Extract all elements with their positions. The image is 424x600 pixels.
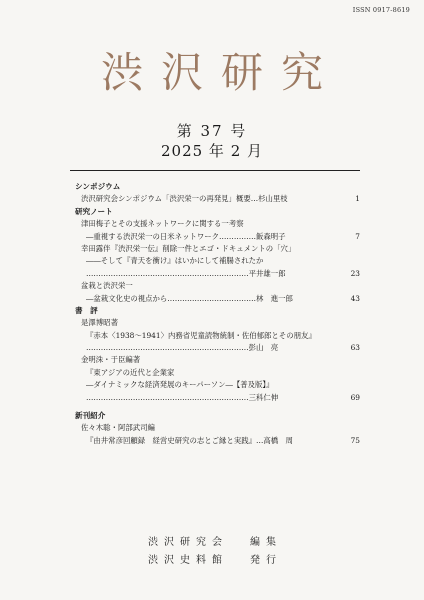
toc-entry-text: ―ダイナミックな経済発展のキーパーソン―【普及版】』 [86, 380, 274, 390]
toc-entry-text: ――そして『青天を衝け』はいかにして補腸されたか [86, 256, 264, 266]
toc-section-label: 研究ノート [75, 206, 113, 216]
publisher-role: 発行 [250, 555, 282, 566]
toc-entry [75, 342, 360, 354]
publisher-role: 編集 [250, 537, 282, 548]
header-divider [70, 170, 360, 171]
publisher-row [0, 551, 424, 569]
toc-entry-text: 渋沢研究会シンポジウム「渋沢栄一の再発見」概要…杉山里枝 [81, 194, 288, 204]
toc-entry-text: 『由井常彦回顧録 経営史研究の志とご縁と実践』…高橋 周 [86, 435, 293, 445]
toc-entry-text: 『東アジアの近代と企業家 [86, 367, 175, 377]
toc-entry-text: 佐々木聡・阿部武司編 [81, 423, 155, 433]
toc-entry [75, 422, 360, 434]
toc-entry [75, 218, 360, 230]
toc-section-label: 新刊紹介 [75, 411, 106, 421]
table-of-contents [75, 181, 360, 447]
toc-page-number: 23 [350, 268, 360, 278]
toc-page-number: 69 [350, 392, 360, 402]
toc-entry-text: …………………………………………………………三科仁伸 [86, 392, 279, 402]
publisher-row [0, 533, 424, 551]
toc-entry [75, 280, 360, 292]
publisher-name: 渋沢史料館 [148, 555, 228, 566]
toc-entry [75, 268, 360, 280]
toc-section-heading [75, 410, 360, 422]
toc-entry-text: ―重視する渋沢栄一の日米ネットワーク……………飯森明子 [86, 231, 286, 241]
toc-page-number: 75 [350, 435, 360, 445]
toc-section-heading [75, 206, 360, 218]
toc-page-number: 43 [350, 293, 360, 303]
publisher-name: 渋沢研究会 [148, 537, 228, 548]
toc-entry [75, 293, 360, 305]
toc-entry-text: 盆栽と渋沢栄一 [81, 281, 133, 291]
toc-entry [75, 330, 360, 342]
toc-entry [75, 435, 360, 447]
issn-number: ISSN 0917-8619 [352, 6, 410, 14]
issue-date: 2025 年 2 月 [160, 142, 264, 160]
toc-entry [75, 354, 360, 366]
toc-section-label: 書 評 [75, 305, 98, 315]
toc-entry-text: 幸田露伴『渋沢栄一伝』削除一件とエゴ・ドキュメントの「穴」 [81, 243, 296, 253]
toc-entry [75, 243, 360, 255]
issue-number: 第 37 号 [176, 122, 248, 140]
toc-entry-text: 金明洙・于臣編著 [81, 355, 141, 365]
toc-entry [75, 231, 360, 243]
toc-entry-text: …………………………………………………………彭山 亮 [86, 343, 279, 353]
toc-entry [75, 193, 360, 205]
toc-section-heading [75, 305, 360, 317]
toc-section-label: シンポジウム [75, 182, 121, 191]
toc-page-number: 7 [355, 231, 360, 241]
toc-page-number: 1 [355, 194, 360, 204]
publisher-block [0, 533, 424, 569]
toc-entry-text: …………………………………………………………平井雄一郎 [86, 268, 286, 278]
toc-entry [75, 317, 360, 329]
toc-entry [75, 367, 360, 379]
toc-entry-text: 『赤本〈1938～1941〉内務省児童読物統制・佐伯郁郎とその朋友』 [86, 330, 316, 340]
toc-section-heading [75, 181, 360, 193]
toc-entry [75, 392, 360, 404]
journal-title: 渋沢研究 [100, 48, 341, 97]
toc-entry-text: ―盆栽文化史の視点から………………………………林 進一郎 [86, 293, 293, 303]
toc-entry-text: 津田梅子とその支援ネットワークに関する一考察 [81, 219, 244, 229]
toc-entry [75, 255, 360, 267]
toc-entry [75, 379, 360, 391]
toc-entry-text: 是澤博昭著 [81, 318, 118, 328]
toc-page-number: 63 [350, 343, 360, 353]
